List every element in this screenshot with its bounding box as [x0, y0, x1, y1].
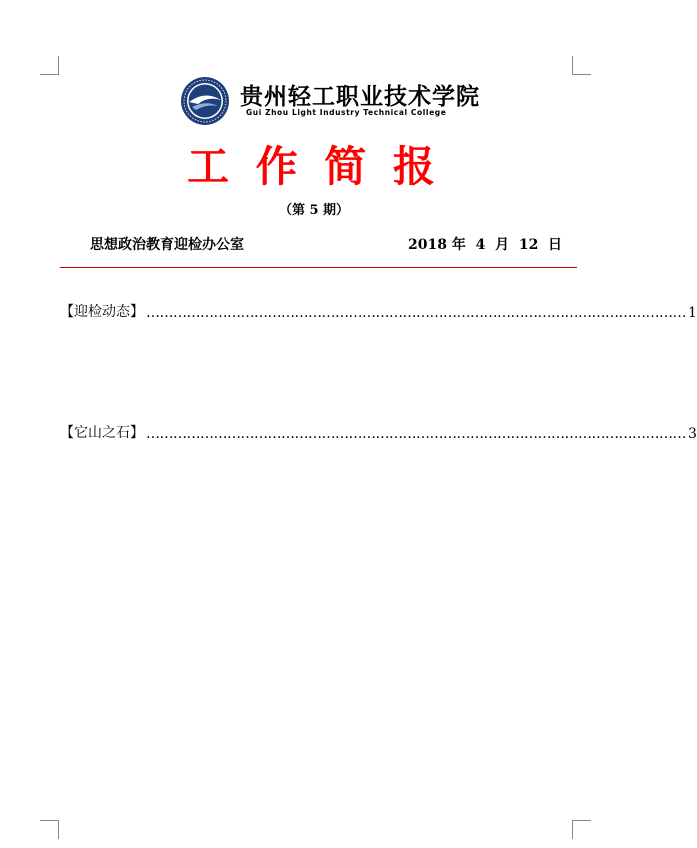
toc-entry-label: 【迎检动态】 — [60, 304, 144, 320]
toc-entry-page: 1 — [688, 305, 697, 321]
toc-entry[interactable] — [60, 301, 697, 321]
red-divider — [60, 267, 577, 268]
toc-leader-dots: ………………………………………………………………………………………………………… — [146, 426, 686, 442]
crop-mark-top-right — [572, 56, 591, 75]
toc-leader-dots: ………………………………………………………………………………………………………… — [146, 305, 686, 321]
crop-mark-top-left — [40, 56, 59, 75]
toc-entry-page: 3 — [688, 426, 697, 442]
crop-mark-bottom-right — [572, 820, 591, 839]
college-name-en: Gui Zhou Light Industry Technical College — [246, 108, 447, 117]
toc-entry-label: 【它山之石】 — [60, 425, 144, 441]
bulletin-title: 工 作 简 报 — [187, 142, 441, 191]
toc-entry[interactable] — [60, 422, 697, 442]
office-name: 思想政治教育迎检办公室 — [90, 237, 244, 253]
college-logo-icon — [180, 76, 230, 126]
college-name-cn: 贵州轻工职业技术学院 — [240, 83, 480, 110]
issue-number: （第 5 期） — [278, 203, 350, 218]
crop-mark-bottom-left — [40, 820, 59, 839]
publish-date: 2018 年 4 月 12 日 — [408, 237, 563, 253]
